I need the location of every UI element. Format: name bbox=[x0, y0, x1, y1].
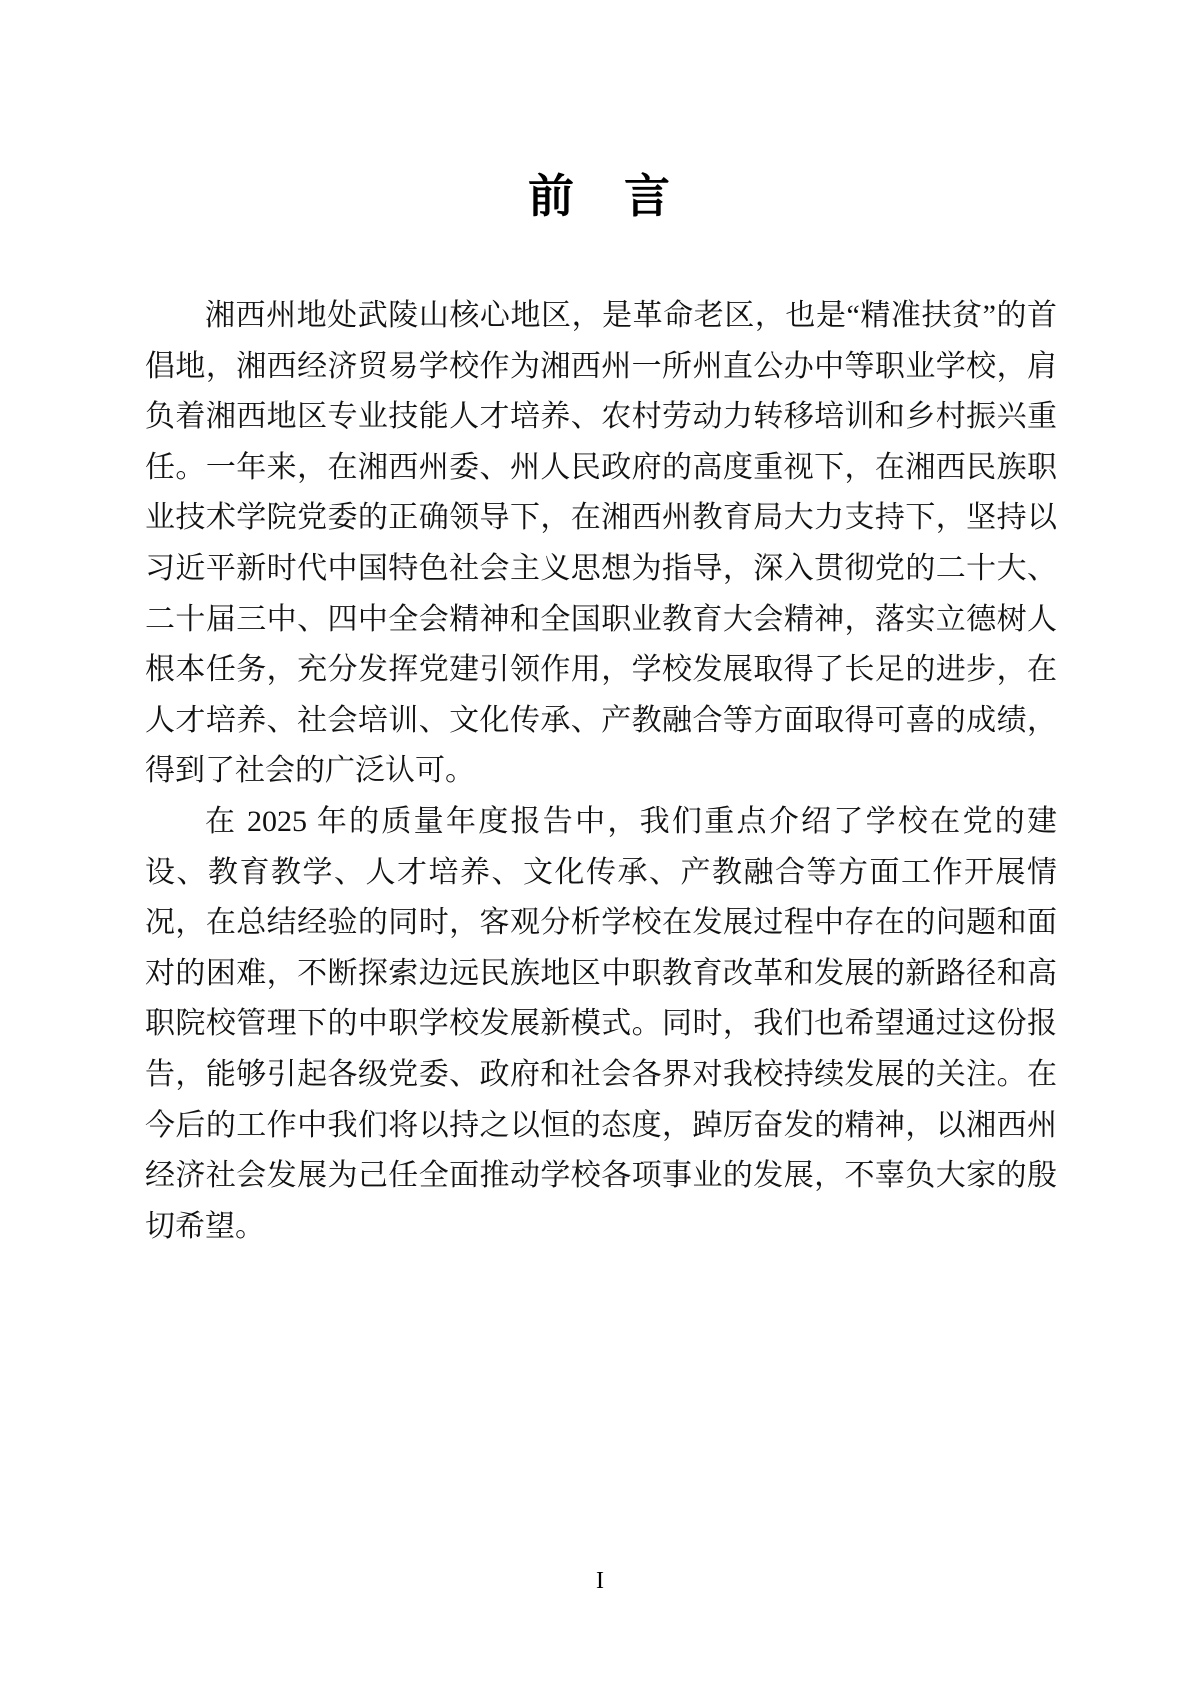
preface-paragraph: 在 2025 年的质量年度报告中，我们重点介绍了学校在党的建设、教育教学、人才培养、文化传承、产教融合等方面工作开展情况，在总结经验的同时，客观分析学校在发展过程中存在的问题和面对的困难，不断探索边远民族地区中职教育改革和发展的新路径和高职院校管理下的中职学校发展新模式。同时，我们也希望通过这份报告，能够引起各级党委、政府和社会各界对我校持续发展的关注。在今后的工作中我们将以持之以恒的态度，踔厉奋发的精神，以湘西州经济社会发展为己任全面推动学校各项事业的发展，不辜负大家的殷切希望。 bbox=[145, 804, 1057, 1243]
preface-body bbox=[145, 291, 1057, 1252]
page-number: I bbox=[596, 1568, 604, 1594]
page-title: 前 言 bbox=[528, 171, 672, 222]
preface-paragraph: 湘西州地处武陵山核心地区，是革命老区，也是“精准扶贫”的首倡地，湘西经济贸易学校作为湘西州一所州直公办中等职业学校，肩负着湘西地区专业技能人才培养、农村劳动力转移培训和乡村振兴重任。一年来，在湘西州委、州人民政府的高度重视下，在湘西民族职业技术学院党委的正确领导下，在湘西州教育局大力支持下，坚持以习近平新时代中国特色社会主义思想为指导，深入贯彻党的二十大、二十届三中、四中全会精神和全国职业教育大会精神，落实立德树人根本任务，充分发挥党建引领作用，学校发展取得了长足的进步，在人才培养、社会培训、文化传承、产教融合等方面取得可喜的成绩，得到了社会的广泛认可。 bbox=[145, 299, 1057, 788]
